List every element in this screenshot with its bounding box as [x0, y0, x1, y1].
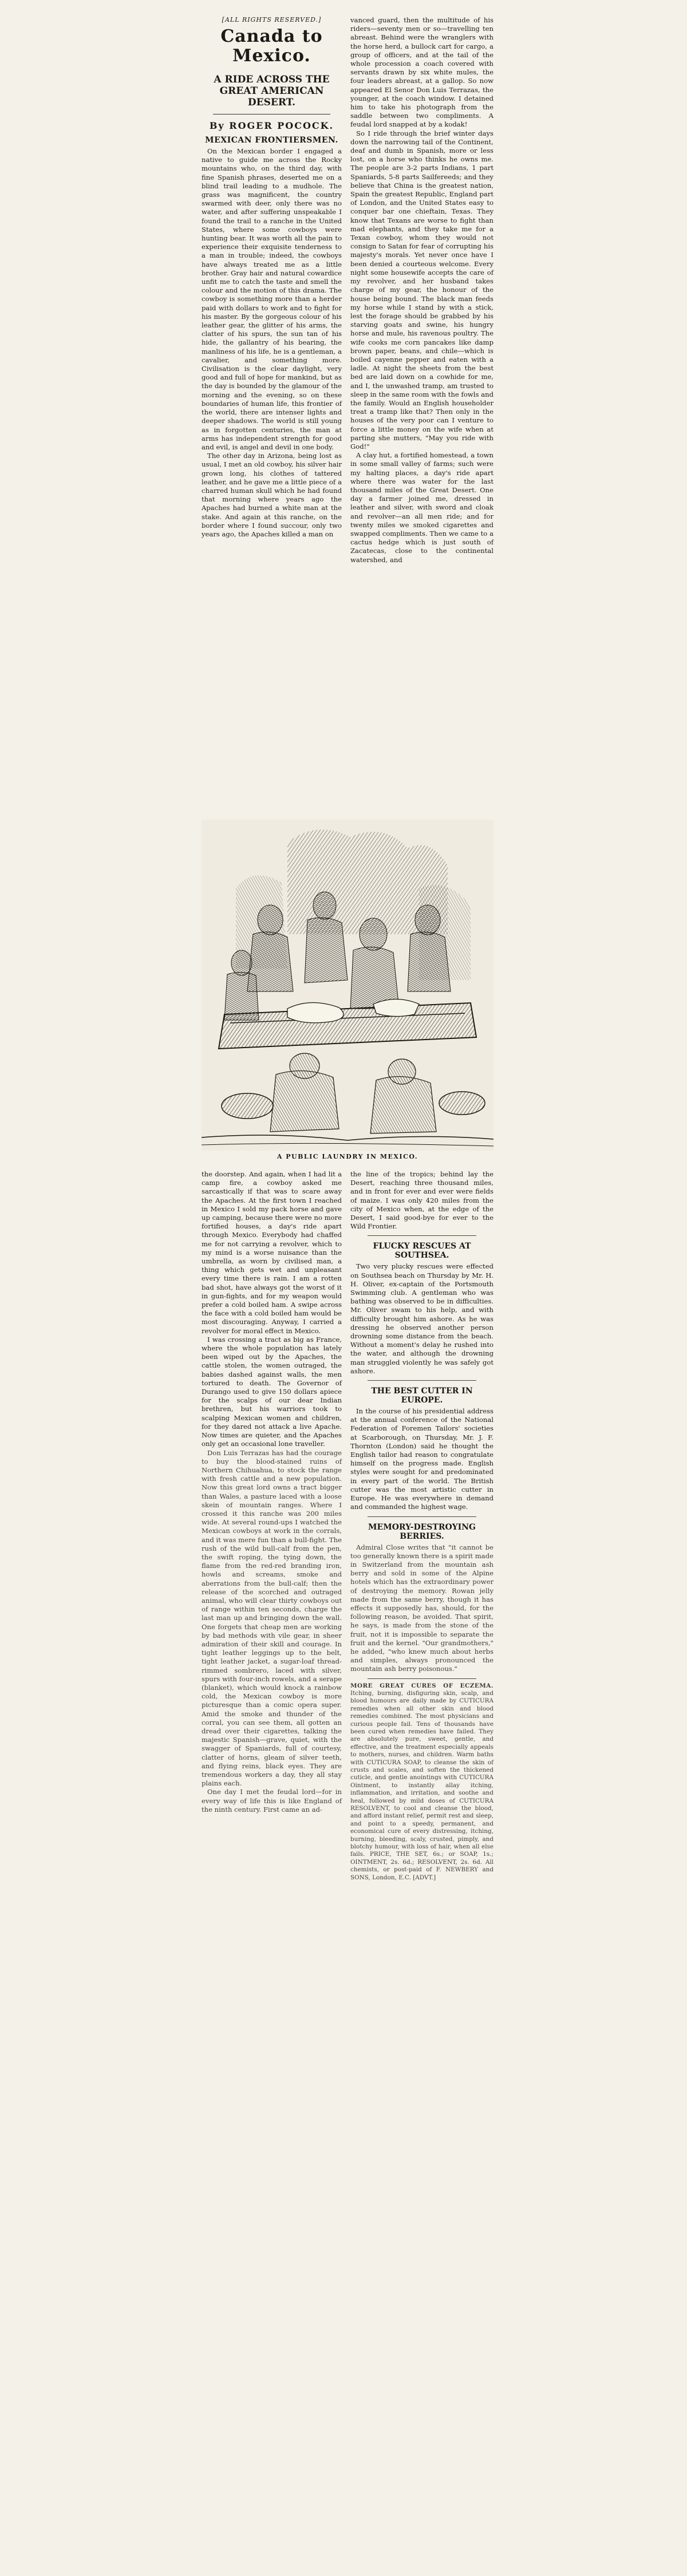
right-column-top — [350, 16, 493, 564]
engraving-image — [202, 820, 493, 1151]
article-divider — [368, 1516, 476, 1517]
paragraph: Don Luis Terrazas has had the courage to buy the blood-stained ruins of Northern Chihuahua, to stock the range with fresh cattle and a new population. Now this great lord owns a tract bigger than Wales, a pasture laced with a loose skein of mountain ranges. Where I crossed it this ranche was 200 miles wide. At several round-ups I watched the Mexican cowboys at work in the corrals, and it was mere fun than a bull-fight. The rush of the wild bull-calf from the pen, the swift roping, the tying down, the flame from the red-red branding iron, howls and screams, smoke and aberrations from the bull-calf; then the release of the scorched and outraged animal, who will clear thirty cowboys out of range within ten seconds, charge the last man up and bringing down the wall. One forgets that cheap men are working by bad methods with vile gear, in sheer admiration of their skill and courage. In tight leather leggings up to the belt, tight leather jacket, a sugar-loaf thread-rimmed sombrero, laced with silver, spurs with four-inch rowels, and a serape (blanket), which would knock a rainbow cold, the Mexican cowboy is more picturesque than a comic opera super. Amid the smoke and thunder of the corral, you can see them, all gotten an dread over their cigarettes, talking the majestic Spanish—grave, quiet, with the swagger of Spaniards, full of courtesy, clatter of horns, gleam of silver teeth, and flying reins, black eyes. They are tremendous workers a day, they all stay plains each. — [202, 1448, 342, 1788]
article-heading-berries: MEMORY-DESTROYING BERRIES. — [368, 1522, 476, 1541]
rights-notice: [ALL RIGHTS RESERVED.] — [222, 16, 322, 23]
advert-lead: MORE GREAT CURES OF ECZEMA. — [350, 1682, 493, 1689]
right-column-bottom — [350, 1170, 493, 1882]
article-heading-cutter: THE BEST CUTTER IN EUROPE. — [371, 1386, 473, 1405]
advert-text: Itching, burning, disfiguring skin, scalp, and blood humours are daily made by CUTICURA remedies when all other skin and blood remedies combined. The most physicians and curious people fail. Tens of thousands have been cured when remedies have failed. They are absolutely pure, sweet, gentle, and effective, and the treatment especially appeals to mothers, nurses, and children. Warm baths with CUTICURA SOAP, to cleanse the skin of crusts and scales, and soften the thickened cuticle, and gentle anointings with CUTICURA Ointment, to instantly allay itching, inflammation, and irritation, and soothe and heal, followed by mild doses of CUTICURA RESOLVENT, to cool and cleanse the blood, and afford instant relief, permit rest and sleep, and point to a speedy, permanent, and economical cure of every distressing, itching, burning, bleeding, scaly, crusted, pimply, and blotchy humour, with loss of hair, when all else fails. PRICE, THE SET, 6s.; or SOAP, 1s.; OINTMENT, 2s. 6d.; RESOLVENT, 2s. 6d. All chemists, or post-paid of F. NEWBERY and SONS, London, E.C. [ADVT.] — [350, 1689, 493, 1881]
left-column-bottom — [202, 1170, 342, 1814]
paragraph: I was crossing a tract as big as France, where the whole population has lately been wiped out by the Apaches, the cattle stolen, the women outraged, the babies dashed against walls, the men tortured to death. The Governor of Durango used to give 150 dollars apiece for the scalps of our dear Indian brethren, but his warriors took to scalping Mexican women and children, for they dared not attack a live Apache. Now times are quieter, and the Apaches only get an occasional lone traveller. — [202, 1335, 342, 1448]
article-text-berries: Admiral Close writes that "it cannot be too generally known there is a spirit made in Switzerland from the mountain ash berry and sold in some of the Alpine hotels which has the extraordinary power of destroying the memory. Rowan jelly made from the same berry, though it has effects it supposedly has, should, for the following reason, be avoided. That spirit, he says, is made from the stone of the fruit, not it is impossible to separate the fruit and the kernel. "Our grandmothers," he added, "who knew much about herbs and simples, always pronounced the mountain ash berry poisonous." — [350, 1543, 493, 1673]
illustration-caption-box — [202, 1153, 493, 1160]
left-column-top — [202, 16, 342, 539]
article-text-rescues: Two very plucky rescues were effected on Southsea beach on Thursday by Mr. H. H. Oliver, ex-captain of the Portsmouth Swimming club. A gentleman who was bathing was observed to be in difficulties. Mr. Oliver swam to his help, and with difficulty brought him ashore. As he was dressing he observed another person drowning some distance from the beach. Without a moment's delay he rushed into the water, and although the drowning man struggled violently he was safely got ashore. — [350, 1262, 493, 1375]
laundry-illustration — [202, 820, 493, 1151]
illustration-caption: A PUBLIC LAUNDRY IN MEXICO. — [277, 1153, 418, 1160]
paragraph: the line of the tropics; behind lay the Desert, reaching three thousand miles, and in front for ever and ever were fields of maize. I was only 420 miles from the city of Mexico when, at the edge of the Desert, I said good-bye for ever to the Wild Frontier. — [350, 1170, 493, 1231]
article-byline: By ROGER POCOCK. — [209, 120, 334, 131]
section-heading: MEXICAN FRONTIERSMEN. — [205, 136, 338, 145]
paragraph: So I ride through the brief winter days down the narrowing tail of the Continent, deaf and dumb in Spanish, more or less lost, on a horse who thinks he owns me. The people are 3-2 parts Indians, 1 part Spaniards, 5-8 parts Sailfereeds; and they believe that China is the greatest nation, Spain the greatest Republic, England part of London, and the United States easy to conquer bar one chieftain, Texas. They know that Texans are worse to fight than mad elephants, and they take me for a Texan cowboy, whom they would not consign to Satan for fear of corrupting his majesty's morals. Yet never once have I been denied a courteous welcome. Every night some housewife accepts the care of my revolver, and her husband takes charge of my gear, the honour of the house being bound. The black man feeds my horse while I stand by with a stick, lest the forage should be grabbed by his starving goats and swine, his hungry horse and mule, his ravenous poultry. The wife cooks me corn pancakes like damp brown paper, beans, and chile—which is boiled cayenne pepper and eaten with a ladle. At night the sheets from the best bed are laid down on a cowhide for me, and I, the unwashed tramp, am trusted to sleep in the same room with the fowls and the family. Would an English householder treat a tramp like that? Then only in the houses of the very poor can I venture to force a little money on the wife when at parting she mutters, "May you ride with God!" — [350, 129, 493, 451]
article-title: Canada to Mexico. — [220, 26, 323, 66]
article-text-cutter: In the course of his presidential address at the annual conference of the National Federation of Foremen Tailors' societies at Scarborough, on Thursday, Mr. J. F. Thornton (London) said he thought the English tailor had reason to congratulate himself on the progress made. English styles were sought for and predominated in every part of the world. The British cutter was the most artistic cutter in Europe. He was everywhere in demand and commanded the highest wage. — [350, 1407, 493, 1511]
paragraph: A clay hut, a fortified homestead, a town in some small valley of farms; such were my halting places, a day's ride apart where there was water for the last thousand miles of the Great Desert. One day a farmer joined me, dressed in leather and silver, with sword and cloak and revolver—an all men ride; and for twenty miles we smoked cigarettes and swapped compliments. Then we came to a cactus hedge which is just south of Zacatecas, close to the continental watershed, and — [350, 451, 493, 564]
paragraph: On the Mexican border I engaged a native to guide me across the Rocky mountains who, on the third day, with fine Spanish phrases, deserted me on a blind trail leading to a mudhole. The grass was magnificent, the country swarmed with deer, only there was no water, and after suffering unspeakable I found the trail to a ranche in the United States, where some cowboys were hunting bear. It was worth all the pain to experience their exquisite tenderness to a man in trouble; indeed, the cowboys have always treated me as a little brother. Gray hair and natural cowardice unfit me to catch the taste and smell the colour and the motion of this drama. The cowboy is something more than a herder paid with dollars to work and to fight for his master. By the gorgeous colour of his leather gear, the glitter of his arms, the clatter of his spurs, the sun tan of his hide, the gallantry of his bearing, the manliness of his life, he is a gentleman, a cavalier, and something more. Civilisation is the clear daylight, very good and full of hope for mankind, but as the day is bounded by the glamour of the morning and the evening, so on these boundaries of human life, this frontier of the world, there are intenser lights and deeper shadows. The world is still young as in forgotten centuries, the man at arms has independent strength for good and evil, is angel and devil in one body. — [202, 147, 342, 451]
article-divider — [368, 1235, 476, 1236]
paragraph: One day I met the feudal lord—for in every way of life this is like England of the ninth century. First came an ad- — [202, 1788, 342, 1814]
article-divider — [368, 1678, 476, 1679]
article-heading-rescues: FLUCKY RESCUES AT SOUTHSEA. — [373, 1242, 471, 1261]
paragraph: vanced guard, then the multitude of his riders—seventy men or so—travelling ten abreast. Behind were the wranglers with the horse herd, a bullock cart for cargo, a group of officers, and at the tail of the whole procession a coach covered with servants drawn by six white mules, the four leaders abreast, at a gallop. So now appeared El Senor Don Luis Terrazas, the younger, at the coach window. I detained him to take his photograph from the saddle between two compliments. A feudal lord snapped at by a kodak! — [350, 16, 493, 129]
paragraph: The other day in Arizona, being lost as usual, I met an old cowboy, his silver hair grown long, his clothes of tattered leather, and he gave me a little piece of a charred human skull which he had found that morning where years ago the Apaches had burned a white man at the stake. And again at this ranche, on the border where I found succour, only two years ago, the Apaches killed a man on — [202, 452, 342, 538]
paragraph: the doorstep. And again, when I had lit a camp fire, a cowboy asked me sarcastically if that was to scare away the Apaches. At the first town I reached in Mexico I sold my pack horse and gave up camping, because there were no more fortified houses, a day's ride apart through Mexico. Everybody had chaffed me for not carrying a revolver, which to my mind is a worse nuisance than the umbrella, as worn by civilised man, a thing which gets wet and unpleasant every time there is rain. I am a rotten bad shot, have always got the worst of it in gun-fights, and for my weapon would prefer a cold boiled ham. A swipe across the face with a cold boiled ham would be most discouraging. Anyway, I carried a revolver for moral effect in Mexico. — [202, 1170, 342, 1335]
advertisement — [350, 1682, 493, 1882]
article-subtitle: A RIDE ACROSS THE GREAT AMERICAN DESERT. — [214, 74, 330, 108]
article-divider — [368, 1380, 476, 1381]
